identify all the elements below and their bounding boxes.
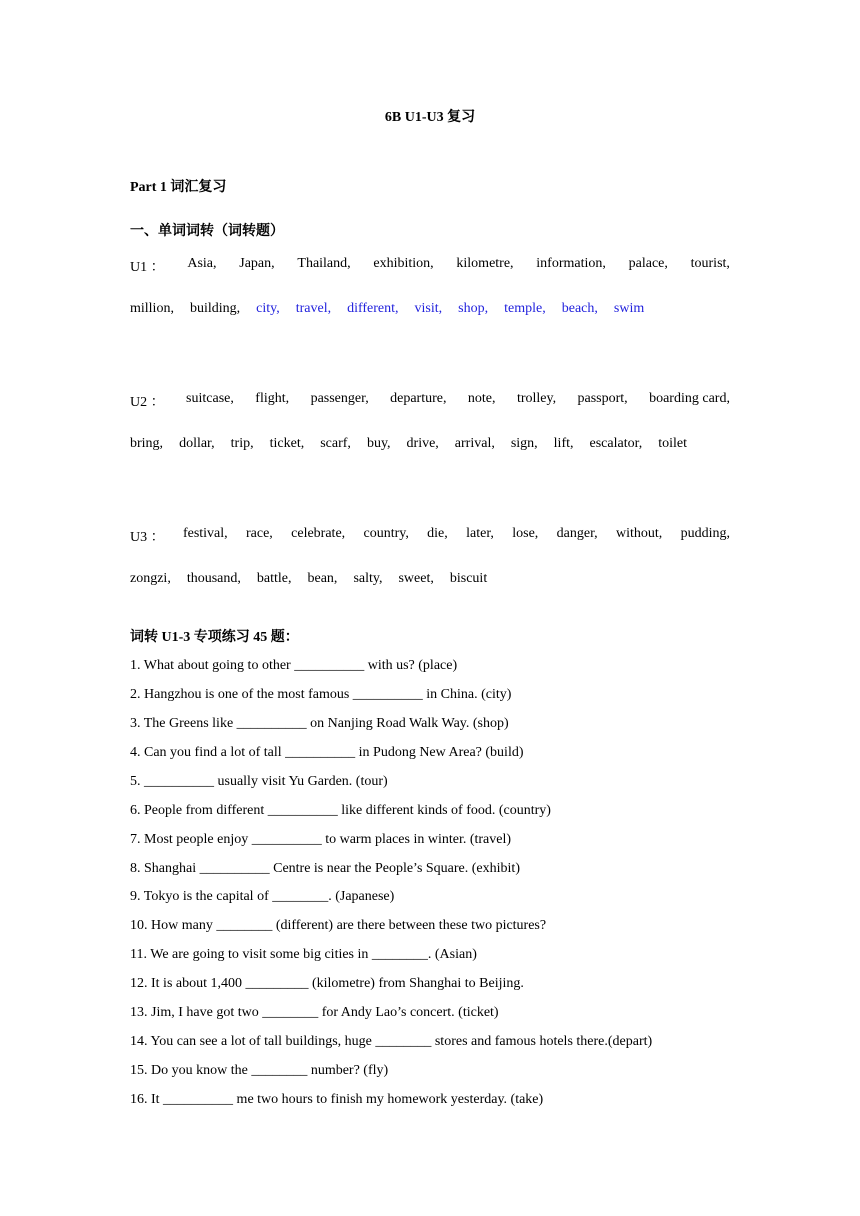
word: country,	[363, 526, 409, 541]
word: sweet,	[398, 571, 434, 586]
highlighted-word: temple,	[504, 301, 546, 316]
word: Thailand,	[297, 256, 351, 271]
word: flight,	[255, 391, 290, 406]
word: tourist,	[690, 256, 730, 271]
word: die,	[427, 526, 448, 541]
question-item: 15. Do you know the ________ number? (fly)	[130, 1063, 389, 1078]
page-title: 6B U1-U3 复习	[384, 110, 476, 125]
question-item: 14. You can see a lot of tall buildings, huge ________ stores and famous hotels there.(depart)	[130, 1034, 653, 1049]
word: ticket,	[269, 436, 305, 451]
word: boarding card,	[649, 391, 730, 406]
highlighted-word: visit,	[414, 301, 443, 316]
section1-heading: 一、单词词转（词转题）	[130, 224, 284, 239]
highlighted-word: swim	[613, 301, 645, 316]
u3-line1	[130, 526, 730, 546]
question-item: 8. Shanghai __________ Centre is near the People’s Square. (exhibit)	[130, 861, 520, 876]
u3-line2	[130, 571, 730, 587]
question-item: 4. Can you find a lot of tall __________ in Pudong New Area? (build)	[130, 745, 524, 760]
word: passport,	[577, 391, 628, 406]
practice-heading: 词转 U1-3 专项练习 45 题：	[130, 630, 299, 645]
question-item: 9. Tokyo is the capital of ________. (Japanese)	[130, 889, 395, 904]
word: departure,	[390, 391, 447, 406]
question-item: 10. How many ________ (different) are there between these two pictures?	[130, 918, 547, 933]
word: dollar,	[179, 436, 215, 451]
u1-line2	[130, 301, 730, 317]
word: Japan,	[239, 256, 275, 271]
word: sign,	[510, 436, 538, 451]
question-item: 11. We are going to visit some big cities in ________. (Asian)	[130, 947, 477, 962]
question-item: 2. Hangzhou is one of the most famous __________ in China. (city)	[130, 687, 512, 702]
word: trip,	[230, 436, 254, 451]
highlighted-word: travel,	[295, 301, 332, 316]
word: lose,	[512, 526, 539, 541]
question-item: 3. The Greens like __________ on Nanjing Road Walk Way. (shop)	[130, 716, 509, 731]
word: buy,	[366, 436, 391, 451]
question-item: 7. Most people enjoy __________ to warm places in winter. (travel)	[130, 832, 512, 847]
word: festival,	[182, 526, 228, 541]
word: danger,	[556, 526, 598, 541]
word: salty,	[353, 571, 383, 586]
highlighted-word: city,	[256, 301, 280, 316]
word: suitcase,	[186, 391, 234, 406]
word: Asia,	[187, 256, 217, 271]
word: information,	[536, 256, 606, 271]
word: race,	[246, 526, 273, 541]
question-item: 13. Jim, I have got two ________ for Andy Lao’s concert. (ticket)	[130, 1005, 499, 1020]
word: note,	[467, 391, 496, 406]
word: thousand,	[186, 571, 241, 586]
u2-label: U2 ：	[130, 395, 165, 410]
question-item: 16. It __________ me two hours to finish my homework yesterday. (take)	[130, 1092, 544, 1107]
u1-label: U1 ：	[130, 260, 165, 275]
highlighted-word: beach,	[561, 301, 598, 316]
u2-line2	[130, 436, 730, 452]
word: arrival,	[454, 436, 495, 451]
word: bean,	[307, 571, 338, 586]
word: building,	[189, 301, 241, 316]
word: kilometre,	[456, 256, 514, 271]
u3-label: U3 ：	[130, 530, 165, 545]
word: drive,	[406, 436, 439, 451]
word: bring,	[130, 436, 164, 451]
word: scarf,	[320, 436, 351, 451]
question-item: 6. People from different __________ like different kinds of food. (country)	[130, 803, 551, 818]
word: celebrate,	[291, 526, 346, 541]
highlighted-word: shop,	[458, 301, 489, 316]
word: zongzi,	[130, 571, 171, 586]
u1-line1	[130, 256, 730, 276]
word: million,	[130, 301, 174, 316]
word: escalator,	[589, 436, 643, 451]
word: pudding,	[680, 526, 730, 541]
question-item: 5. __________ usually visit Yu Garden. (tour)	[130, 774, 388, 789]
word: trolley,	[516, 391, 557, 406]
word: palace,	[628, 256, 668, 271]
word: lift,	[553, 436, 574, 451]
highlighted-word: different,	[347, 301, 399, 316]
word: battle,	[256, 571, 292, 586]
question-item: 12. It is about 1,400 _________ (kilometre) from Shanghai to Beijing.	[130, 976, 524, 991]
question-item: 1. What about going to other __________ with us? (place)	[130, 658, 458, 673]
word: later,	[466, 526, 494, 541]
word: toilet	[658, 436, 687, 451]
word: biscuit	[449, 571, 488, 586]
word: without,	[616, 526, 663, 541]
part1-heading: Part 1 词汇复习	[130, 180, 227, 195]
word: exhibition,	[373, 256, 434, 271]
u2-line1	[130, 391, 730, 411]
word: passenger,	[310, 391, 369, 406]
